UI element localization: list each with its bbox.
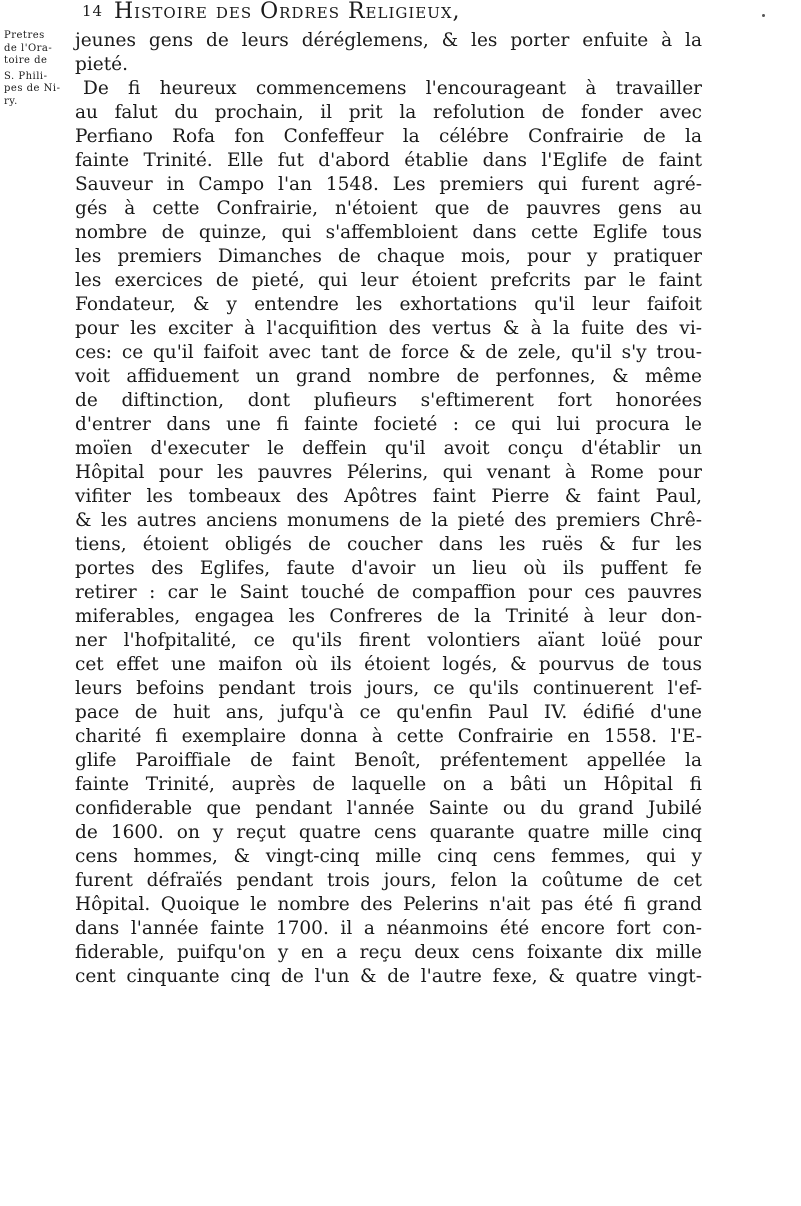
text-line: voit affiduement un grand nombre de perfonnes, & même [75,366,702,387]
text-line: glife Paroiffiale de faint Benoît, préfentement appellée la [75,750,702,771]
margin-note-line: ry. [4,95,18,107]
text-line: ces: ce qu'il faifoit avec tant de force & de zele, qu'il s'y trou- [75,342,702,363]
text-line: les premiers Dimanches de chaque mois, pour y pratiquer [75,246,702,267]
text-line: charité fi exemplaire donna à cette Confrairie en 1558. l'E- [75,726,702,747]
page-number: 14 [82,2,104,20]
margin-note-line: de l'Ora- [4,42,53,54]
text-line: cent cinquante cinq de l'un & de l'autre fexe, & quatre vingt- [75,966,702,987]
text-line: fiderable, puifqu'on y en a reçu deux cens foixante dix mille [75,942,702,963]
text-line: confiderable que pendant l'année Sainte ou du grand Jubilé [75,798,702,819]
margin-note-line: Pretres [4,30,45,41]
text-line: Fondateur, & y entendre les exhortations qu'il leur faifoit [75,294,702,315]
text-line: ner l'hofpitalité, ce qu'ils firent volontiers aïant loüé pour [75,630,702,651]
text-line: Sauveur in Campo l'an 1548. Les premiers qui furent agré- [75,174,702,195]
text-line: de diftinction, dont plufieurs s'eftimerent fort honorées [75,390,702,411]
text-line: retirer : car le Saint touché de compaffion pour ces pauvres [75,582,702,603]
running-header [82,0,687,30]
text-line: pour les exciter à l'acquifition des vertus & à la fuite des vi- [75,318,702,339]
text-line: les exercices de pieté, qui leur étoient prefcrits par le faint [75,270,702,291]
text-line: fainte Trinité, auprès de laquelle on a bâti un Hôpital fi [75,774,702,795]
text-line: d'entrer dans une fi fainte focieté : ce qui lui procura le [75,414,702,435]
body-text [54,29,702,989]
text-line: Hôpital. Quoique le nombre des Pelerins n'ait pas été fi grand [75,894,702,915]
text-line: nombre de quinze, qui s'affembloient dans cette Eglife tous [75,222,702,243]
text-line: cens hommes, & vingt-cinq mille cinq cens femmes, qui y [75,846,702,867]
ink-speck [762,14,765,17]
text-line: De fi heureux commencemens l'encourageant à travailler [83,78,702,99]
text-line: pieté. [75,54,128,75]
running-title: Histoire des Ordres Religieux, [114,0,461,24]
text-line: de 1600. on y reçut quatre cens quarante quatre mille cinq [75,822,702,843]
text-line: fainte Trinité. Elle fut d'abord établie dans l'Eglife de faint [75,150,702,171]
text-line: tiens, étoient obligés de coucher dans les ruës & fur les [75,534,702,555]
text-line: miferables, engagea les Confreres de la Trinité à leur don- [75,606,702,627]
text-line: au falut du prochain, il prit la refolution de fonder avec [75,102,702,123]
text-line: portes des Eglifes, faute d'avoir un lieu où ils puffent fe [75,558,702,579]
margin-note-line: S. Phili- [4,70,48,82]
text-line: & les autres anciens monumens de la pieté des premiers Chrê- [75,510,702,531]
text-line: jeunes gens de leurs déréglemens, & les porter enfuite à la [75,30,702,51]
text-line: moïen d'executer le deffein qu'il avoit conçu d'établir un [75,438,702,459]
margin-note-line: toire de [4,55,48,66]
text-line: leurs befoins pendant trois jours, ce qu'ils continuerent l'ef- [75,678,702,699]
text-line: Hôpital pour les pauvres Pélerins, qui venant à Rome pour [75,462,702,483]
margin-note-line: pes de Ni- [4,83,61,94]
text-line: Perfiano Rofa fon Confeffeur la célébre Confrairie de la [75,126,702,147]
text-line: gés à cette Confrairie, n'étoient que de pauvres gens au [75,198,702,219]
text-line: pace de huit ans, jufqu'à ce qu'enfin Paul IV. édifié d'une [75,702,702,723]
text-line: furent défraïés pendant trois jours, felon la coûtume de cet [75,870,702,891]
text-line: vifiter les tombeaux des Apôtres faint Pierre & faint Paul, [75,486,702,507]
text-line: cet effet une maifon où ils étoient logés, & pourvus de tous [75,654,702,675]
text-line: dans l'année fainte 1700. il a néanmoins été encore fort con- [75,918,702,939]
